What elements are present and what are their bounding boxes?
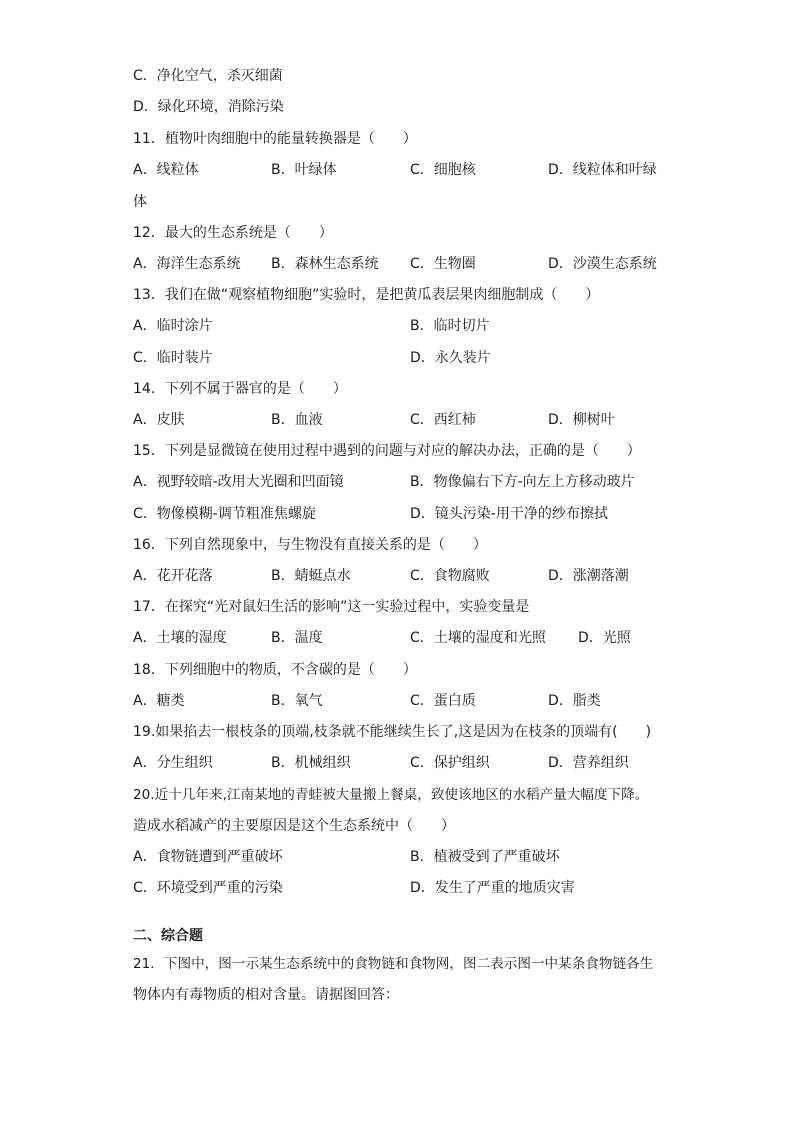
q17-option-c: C．土壤的湿度和光照 xyxy=(410,630,546,646)
question-16: 16．下列自然现象中，与生物没有直接关系的是（ ） xyxy=(133,537,487,553)
q17-option-b: B．温度 xyxy=(271,630,323,646)
q12-option-d: D．沙漠生态系统 xyxy=(548,256,657,272)
question-20-wrap: 造成水稻减产的主要原因是这个生态系统中（ ） xyxy=(133,818,455,834)
question-12: 12．最大的生态系统是（ ） xyxy=(133,225,333,241)
q18-option-b: B．氧气 xyxy=(271,693,323,709)
q19-option-b: B．机械组织 xyxy=(271,755,351,771)
q15-option-c: C．物像模糊-调节粗准焦螺旋 xyxy=(133,506,316,522)
q19-option-c: C．保护组织 xyxy=(410,755,490,771)
question-17: 17．在探究“光对鼠妇生活的影响”这一实验过程中，实验变量是 xyxy=(133,599,530,615)
q14-option-b: B．血液 xyxy=(271,412,323,428)
q15-option-a: A．视野较暗-改用大光圈和凹面镜 xyxy=(133,474,344,490)
question-21: 21．下图中，图一示某生态系统中的食物链和食物网，图二表示图一中某条食物链各生 xyxy=(133,956,654,972)
q14-option-d: D．柳树叶 xyxy=(548,412,615,428)
q11-option-a: A．线粒体 xyxy=(133,162,199,178)
q13-option-d: D．永久装片 xyxy=(410,350,491,366)
q16-option-a: A．花开花落 xyxy=(133,568,213,584)
q20-option-c: C．环境受到严重的污染 xyxy=(133,880,283,896)
q19-option-d: D．营养组织 xyxy=(548,755,629,771)
question-15: 15．下列是显微镜在使用过程中遇到的问题与对应的解决办法，正确的是（ ） xyxy=(133,443,641,459)
section-heading-comprehensive: 二、综合题 xyxy=(133,928,203,944)
q18-option-a: A．糖类 xyxy=(133,693,185,709)
q16-option-d: D．涨潮落潮 xyxy=(548,568,629,584)
q16-option-c: C．食物腐败 xyxy=(410,568,490,584)
q11-option-c: C．细胞核 xyxy=(410,162,476,178)
q11-option-d: D．线粒体和叶绿 xyxy=(548,162,657,178)
q10-option-c: C．净化空气，杀灭细菌 xyxy=(133,68,283,84)
question-13: 13．我们在做“观察植物细胞”实验时，是把黄瓜表层果肉细胞制成（ ） xyxy=(133,287,600,303)
q12-option-c: C．生物圈 xyxy=(410,256,476,272)
q19-option-a: A．分生组织 xyxy=(133,755,213,771)
q16-option-b: B．蜻蜓点水 xyxy=(271,568,351,584)
q12-option-a: A．海洋生态系统 xyxy=(133,256,241,272)
question-19: 19.如果掐去一根枝条的顶端,枝条就不能继续生长了,这是因为在枝条的顶端有( ) xyxy=(133,724,652,740)
q11-option-b: B．叶绿体 xyxy=(271,162,337,178)
question-14: 14．下列不属于器官的是（ ） xyxy=(133,381,347,397)
q14-option-c: C．西红柿 xyxy=(410,412,476,428)
q13-option-c: C．临时装片 xyxy=(133,350,213,366)
q12-option-b: B．森林生态系统 xyxy=(271,256,379,272)
q13-option-a: A．临时涂片 xyxy=(133,318,213,334)
q20-option-a: A．食物链遭到严重破坏 xyxy=(133,849,283,865)
q17-option-a: A．土壤的湿度 xyxy=(133,630,227,646)
q18-option-d: D．脂类 xyxy=(548,693,601,709)
q14-option-a: A．皮肤 xyxy=(133,412,185,428)
q13-option-b: B．临时切片 xyxy=(410,318,490,334)
q11-option-d-wrap: 体 xyxy=(133,194,147,210)
q15-option-d: D．镜头污染-用干净的纱布擦拭 xyxy=(410,506,608,522)
q17-option-d: D．光照 xyxy=(578,630,631,646)
q20-option-b: B．植被受到了严重破坏 xyxy=(410,849,560,865)
q18-option-c: C．蛋白质 xyxy=(410,693,476,709)
question-20: 20.近十几年来,江南某地的青蛙被大量搬上餐桌，致使该地区的水稻产量大幅度下降。 xyxy=(133,787,649,803)
question-11: 11．植物叶肉细胞中的能量转换器是（ ） xyxy=(133,131,417,147)
q15-option-b: B．物像偏右下方-向左上方移动玻片 xyxy=(410,474,635,490)
q10-option-d: D．绿化环境，消除污染 xyxy=(133,99,284,115)
question-18: 18．下列细胞中的物质，不含碳的是（ ） xyxy=(133,662,417,678)
q20-option-d: D．发生了严重的地质灾害 xyxy=(410,880,575,896)
question-21-wrap: 物体内有毒物质的相对含量。请据图回答： xyxy=(133,987,399,1003)
